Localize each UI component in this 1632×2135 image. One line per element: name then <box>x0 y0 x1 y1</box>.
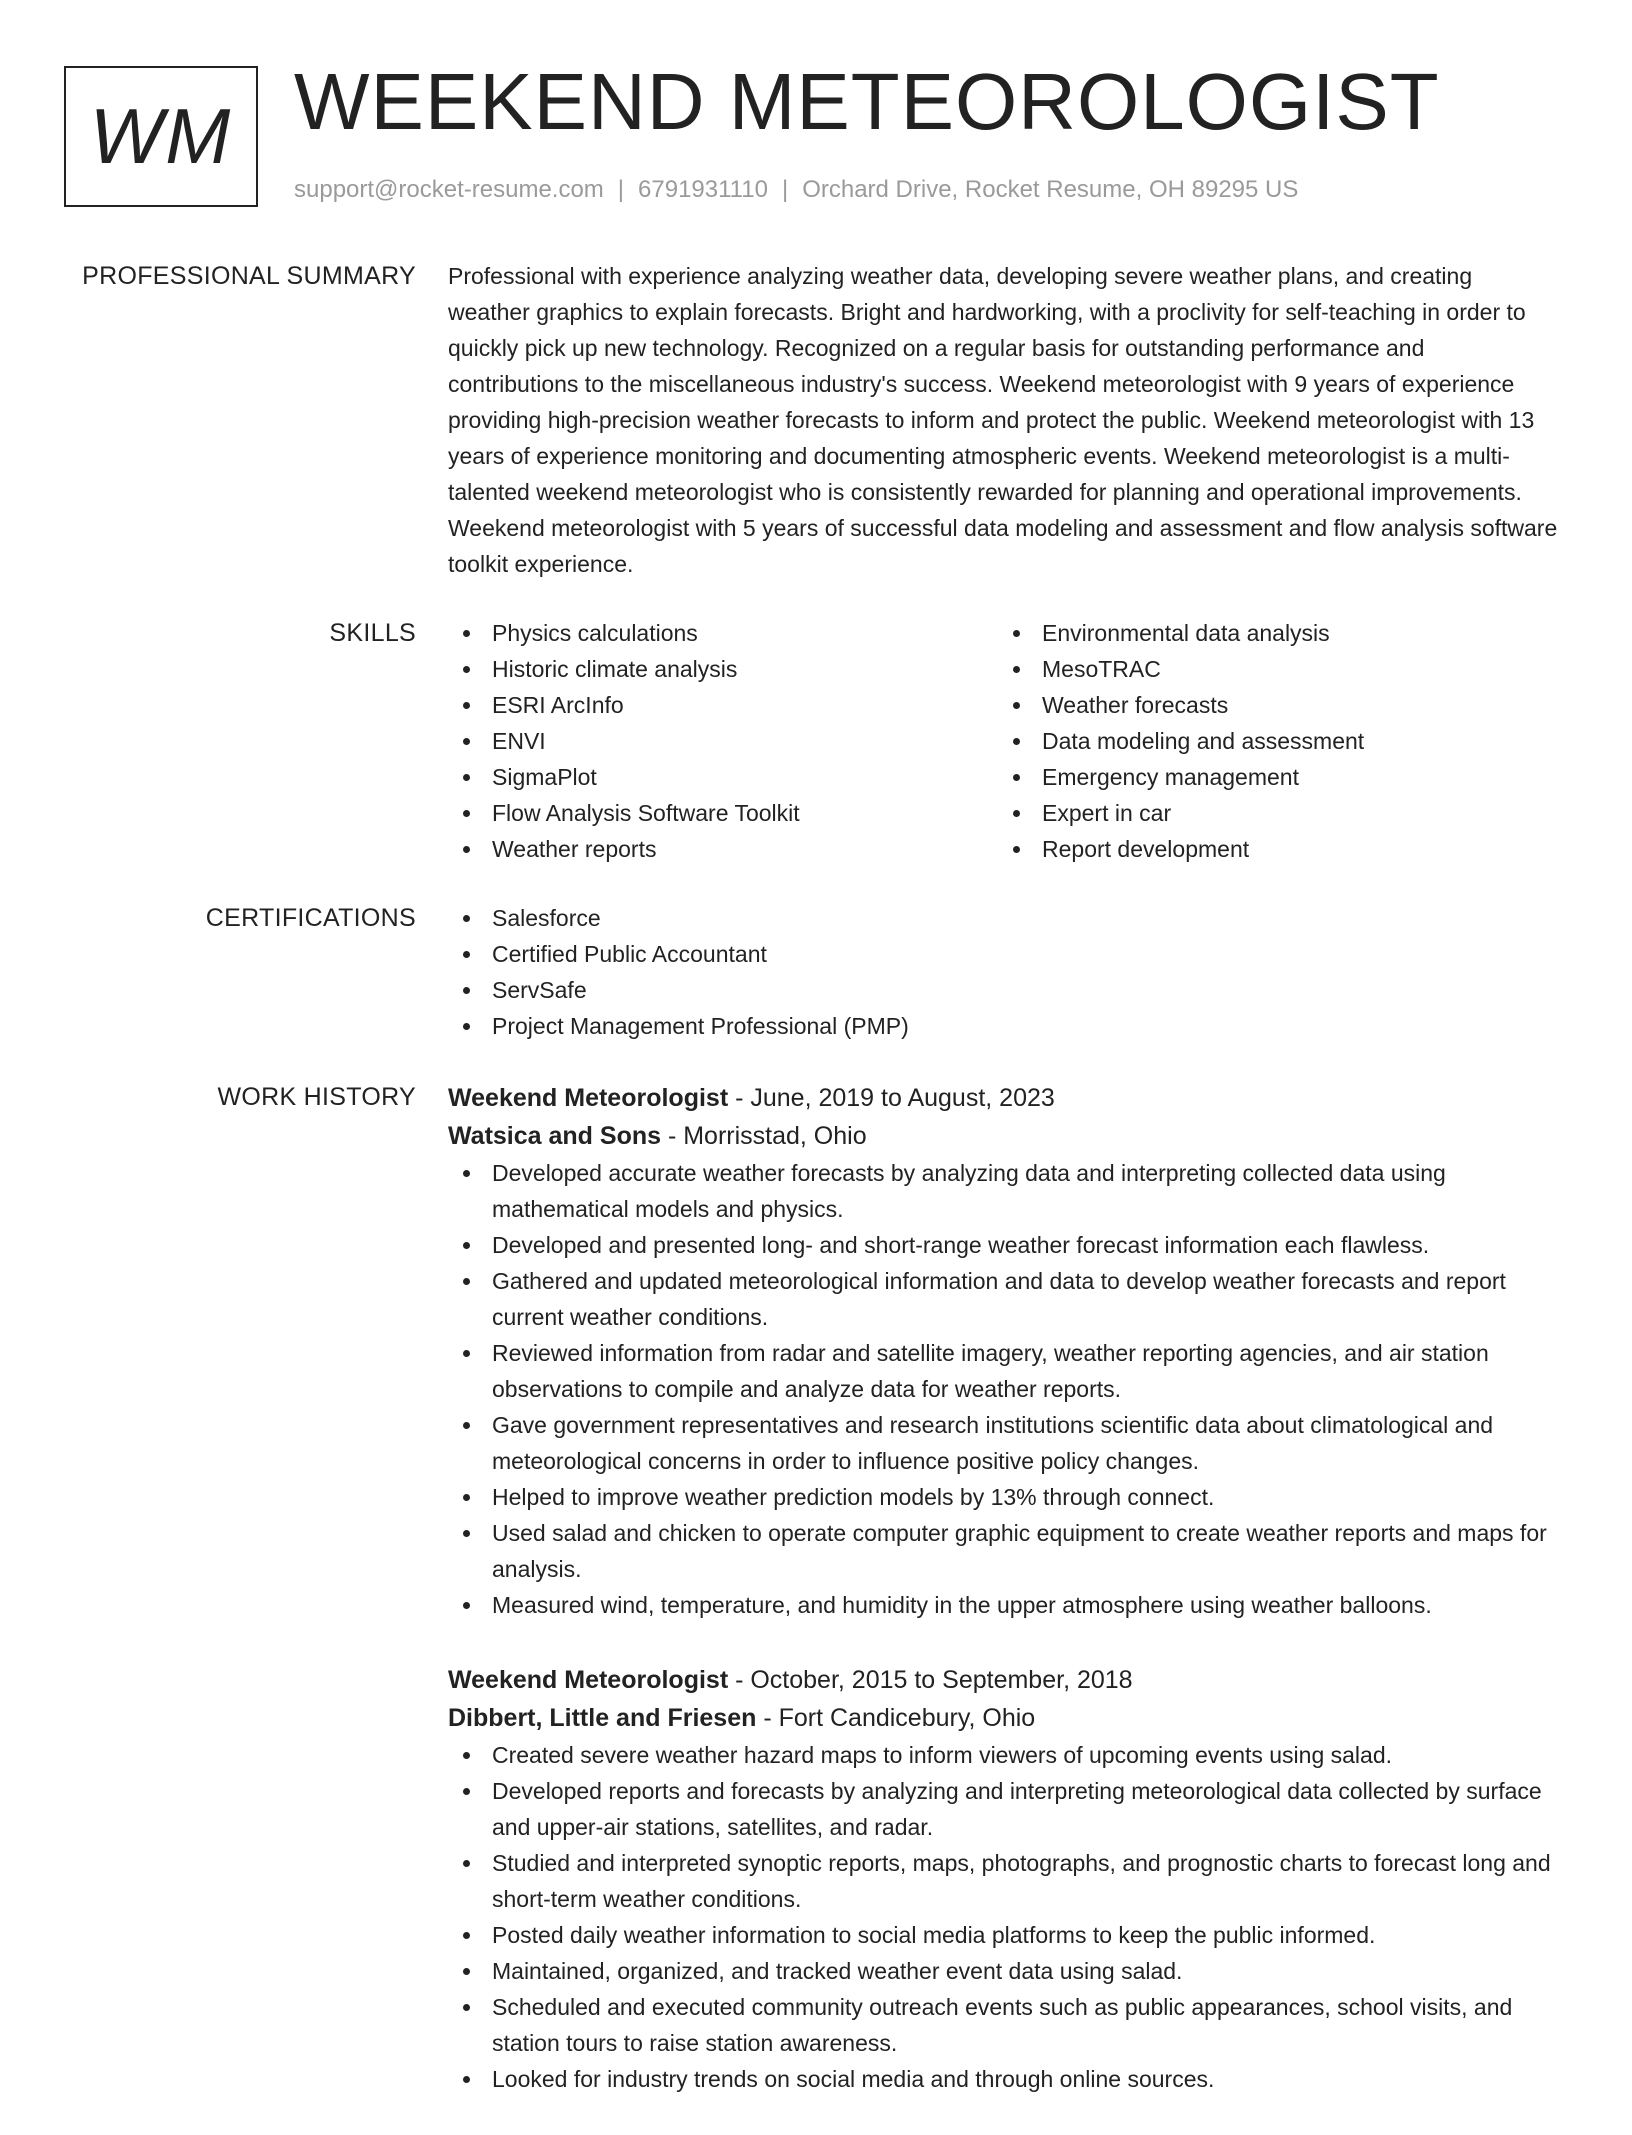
skills-list-right <box>998 615 1548 867</box>
skill-item: SigmaPlot <box>448 759 998 795</box>
summary-heading: PROFESSIONAL SUMMARY <box>82 262 416 290</box>
skill-item: Emergency management <box>998 759 1548 795</box>
skill-item: ENVI <box>448 723 998 759</box>
job-role: Weekend Meteorologist <box>448 1084 729 1112</box>
contact-phone: 6791931110 <box>638 176 768 203</box>
certifications-list <box>448 900 1558 1044</box>
certification-item: Salesforce <box>448 900 1558 936</box>
work-history-body <box>448 1079 1558 2135</box>
skill-item: Weather forecasts <box>998 687 1548 723</box>
job-company: Dibbert, Little and Friesen <box>448 1704 757 1732</box>
contact-address: Orchard Drive, Rocket Resume, OH 89295 US <box>802 176 1299 203</box>
job-duty-item: Studied and interpreted synoptic reports, maps, photographs, and prognostic charts to forecast long and short-term weather conditions. <box>448 1845 1558 1917</box>
job-duty-item: Created severe weather hazard maps to inform viewers of upcoming events using salad. <box>448 1737 1558 1773</box>
job-duty-item: Developed accurate weather forecasts by analyzing data and interpreting collected data using mathematical models and physics. <box>448 1155 1558 1227</box>
skill-item: Environmental data analysis <box>998 615 1548 651</box>
certification-item: ServSafe <box>448 972 1558 1008</box>
job-duty-item: Developed reports and forecasts by analyzing and interpreting meteorological data collected by surface and upper-air stations, satellites, and radar. <box>448 1773 1558 1845</box>
job-location: - Fort Candicebury, Ohio <box>756 1704 1036 1732</box>
contact-separator: | <box>617 176 625 203</box>
summary-body <box>448 258 1558 582</box>
skill-item: Report development <box>998 831 1548 867</box>
skill-item: Historic climate analysis <box>448 651 998 687</box>
skill-item: Flow Analysis Software Toolkit <box>448 795 998 831</box>
job-duty-item: Developed and presented long- and short-range weather forecast information each flawless. <box>448 1227 1558 1263</box>
skill-item: Physics calculations <box>448 615 998 651</box>
job-role: Weekend Meteorologist <box>448 1666 729 1694</box>
job-duties-list <box>448 1155 1558 1623</box>
job-company-line <box>448 1117 1558 1155</box>
job-dates: - June, 2019 to August, 2023 <box>728 1084 1055 1112</box>
certifications-body <box>448 900 1558 1044</box>
skill-item: ESRI ArcInfo <box>448 687 998 723</box>
summary-text: Professional with experience analyzing weather data, developing severe weather plans, and creating weather graphics to explain forecasts. Bright and hardworking, with a proclivity for self-teaching in order to quickly pick up new technology. Recognized on a regular basis for outstanding performance and contributions to the miscellaneous industry's success. Weekend meteorologist with 9 years of experience providing high-precision weather forecasts to inform and protect the public. Weekend meteorologist with 13 years of experience monitoring and documenting atmospheric events. Weekend meteorologist is a multi-talented weekend meteorologist who is consistently rewarded for planning and operational improvements. Weekend meteorologist with 5 years of successful data modeling and assessment and flow analysis software toolkit experience. <box>448 263 1558 577</box>
job-duties-list <box>448 1737 1558 2097</box>
job-duty-item: Helped to improve weather prediction models by 13% through connect. <box>448 1479 1558 1515</box>
contact-email: support@rocket-resume.com <box>294 176 604 203</box>
job-duty-item: Measured wind, temperature, and humidity in the upper atmosphere using weather balloons. <box>448 1587 1558 1623</box>
job-duty-item: Posted daily weather information to social media platforms to keep the public informed. <box>448 1917 1558 1953</box>
contact-line <box>294 176 1298 204</box>
monogram-logo <box>64 66 258 207</box>
job-title-line <box>448 1079 1558 1117</box>
job-duty-item: Maintained, organized, and tracked weather event data using salad. <box>448 1953 1558 1989</box>
job-location: - Morrisstad, Ohio <box>661 1122 867 1150</box>
certification-item: Certified Public Accountant <box>448 936 1558 972</box>
job-duty-item: Used salad and chicken to operate computer graphic equipment to create weather reports and maps for analysis. <box>448 1515 1558 1587</box>
certifications-heading: CERTIFICATIONS <box>205 904 416 932</box>
job-entry <box>448 1661 1558 2097</box>
job-duty-item: Looked for industry trends on social media and through online sources. <box>448 2061 1558 2097</box>
job-duty-item: Gathered and updated meteorological information and data to develop weather forecasts and report current weather conditions. <box>448 1263 1558 1335</box>
job-duty-item: Gave government representatives and research institutions scientific data about climatological and meteorological concerns in order to influence positive policy changes. <box>448 1407 1558 1479</box>
job-dates: - October, 2015 to September, 2018 <box>728 1666 1133 1694</box>
job-duty-item: Scheduled and executed community outreach events such as public appearances, school visits, and station tours to raise station awareness. <box>448 1989 1558 2061</box>
job-entry <box>448 1079 1558 1623</box>
skill-item: Weather reports <box>448 831 998 867</box>
candidate-name: WEEKEND METEOROLOGIST <box>294 57 1440 146</box>
skill-item: Data modeling and assessment <box>998 723 1548 759</box>
skills-body <box>448 615 1558 867</box>
work-history-heading: WORK HISTORY <box>217 1083 416 1111</box>
job-duty-item: Reviewed information from radar and satellite imagery, weather reporting agencies, and air station observations to compile and analyze data for weather reports. <box>448 1335 1558 1407</box>
job-title-line <box>448 1661 1558 1699</box>
skill-item: Expert in car <box>998 795 1548 831</box>
certification-item: Project Management Professional (PMP) <box>448 1008 1558 1044</box>
job-company: Watsica and Sons <box>448 1122 662 1150</box>
job-company-line <box>448 1699 1558 1737</box>
skill-item: MesoTRAC <box>998 651 1548 687</box>
monogram-initials: WM <box>89 92 233 180</box>
skills-heading: SKILLS <box>329 619 416 647</box>
skills-list-left <box>448 615 998 867</box>
contact-separator: | <box>781 176 789 203</box>
